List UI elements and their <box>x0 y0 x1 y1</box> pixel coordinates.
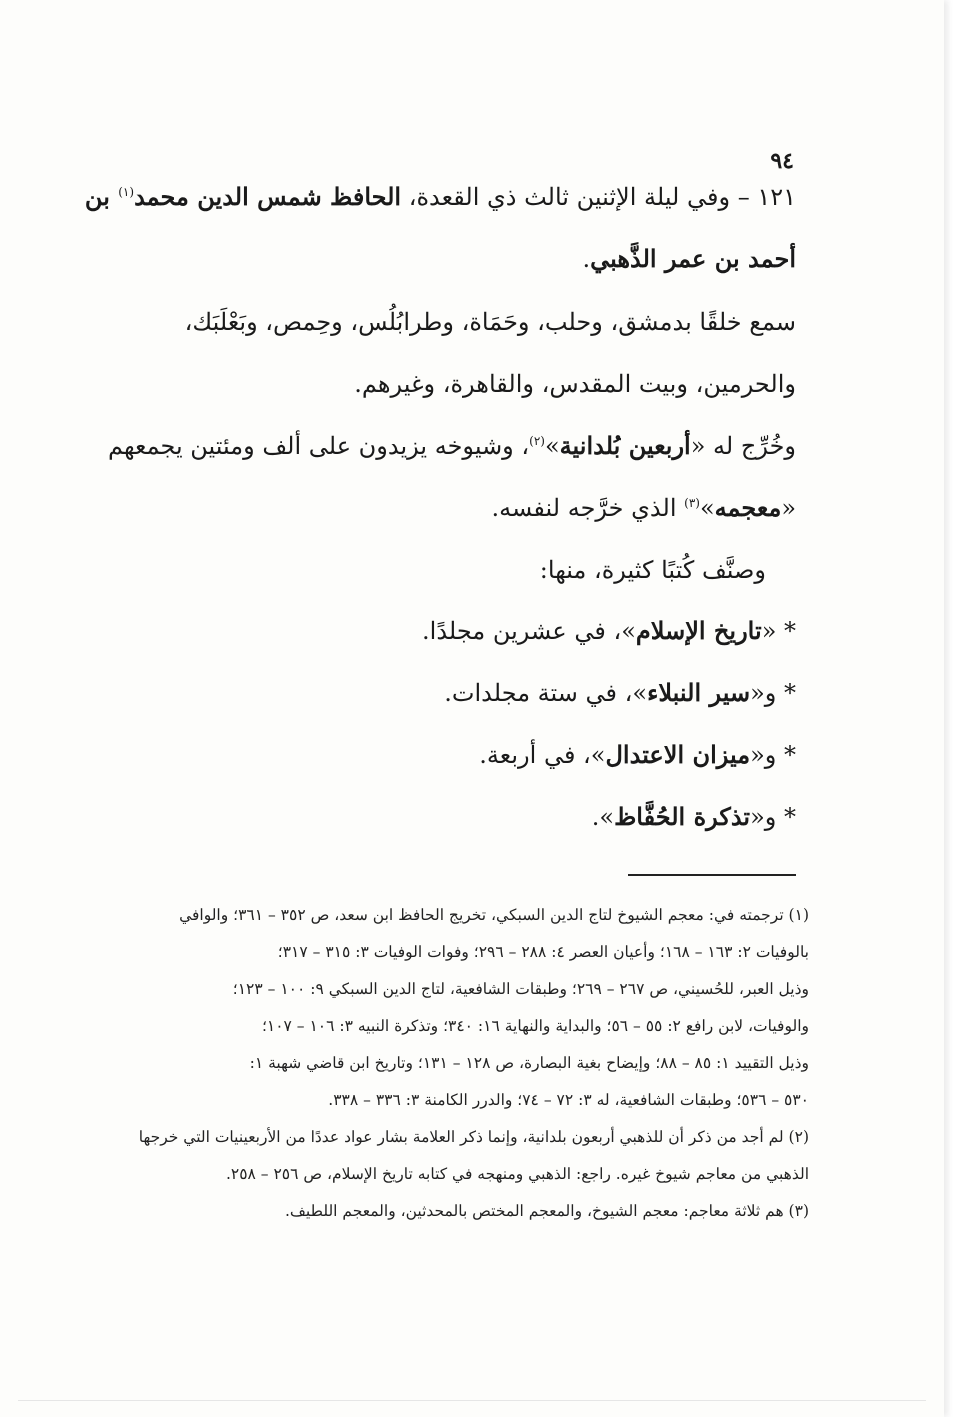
page-edge-line <box>18 1400 926 1401</box>
body-text: « <box>781 494 796 522</box>
book-description: »، في ستة مجلدات. <box>444 679 648 707</box>
body-line-5 <box>108 432 796 461</box>
body-line-6 <box>491 494 796 523</box>
entry-text-bold: بن <box>84 182 119 211</box>
book-description: »، في عشرين مجلدًا. <box>422 617 636 645</box>
body-line-7: وصنَّف كُتبًا كثيرة، منها: <box>539 556 766 584</box>
page-number: ٩٤ <box>770 148 794 174</box>
entry-text: ١٢١ – وفي ليلة الإثنين ثالث ذي القعدة، <box>401 183 796 211</box>
footnote-line: (١) ترجمته في: معجم الشيوخ لتاج الدين السبكي، تخريج الحافظ ابن سعد، ص ٣٥٢ – ٣٦١؛ والوافي <box>179 906 809 924</box>
scholar-name: الحافظ شمس الدين محمد <box>134 182 402 211</box>
footnote-ref-1: (١) <box>118 185 135 199</box>
book-list-item <box>592 803 796 832</box>
footnote-line: (٢) لم أجد من ذكر أن للذهبي أربعون بلدانية، وإنما ذكر العلامة بشار عواد عددًا من الأربعينيات التي خرجها <box>138 1128 809 1146</box>
body-text: وخُرِّج له « <box>690 432 796 460</box>
book-list-item <box>479 741 796 770</box>
body-line-4: والحرمين، وبيت المقدس، والقاهرة، وغيرهم. <box>354 370 796 398</box>
body-text: » <box>544 432 560 460</box>
footnote-ref-3: (٣) <box>684 496 700 510</box>
bullet: * « <box>761 617 796 645</box>
book-list-item <box>444 679 796 708</box>
book-title: تذكرة الحُفَّاظ <box>614 802 751 831</box>
book-description: ». <box>591 803 615 831</box>
book-title: تاريخ الإسلام <box>635 616 762 645</box>
bullet: * و« <box>750 803 796 831</box>
book-title: ميزان الاعتدال <box>605 740 751 769</box>
body-line-3: سمع خلقًا بدمشق، وحلب، وحَمَاة، وطرابُلُس، وحِمص، وبَعْلَبَك، <box>184 308 796 336</box>
footnote-line: بالوفيات ٢: ١٦٣ – ١٦٨؛ وأعيان العصر ٤: ٢٨٨ – ٢٩٦؛ وفوات الوفيات ٣: ٣١٥ – ٣١٧؛ <box>277 943 809 961</box>
body-text: » <box>699 494 715 522</box>
book-title-mujam: معجمه <box>714 493 782 522</box>
footnote-line: الذهبي من معاجم شيوخ غيره. راجع: الذهبي ومنهجه في كتابه تاريخ الإسلام، ص ٢٥٦ – ٢٥٨. <box>225 1165 809 1183</box>
book-title: سير النبلاء <box>647 678 751 707</box>
bullet: * و« <box>750 679 796 707</box>
entry-line-1 <box>85 183 796 212</box>
footnote-separator <box>628 874 796 876</box>
footnote-line: والوفيات، لابن رافع ٢: ٥٥ – ٥٦؛ والبداية والنهاية ١٦: ٣٤٠؛ وتذكرة النبيه ٣: ١٠٦ – ١٠٧؛ <box>261 1017 809 1035</box>
book-title-arbain: أربعين بُلدانية <box>559 431 691 460</box>
body-text: ، وشيوخه يزيدون على ألف ومئتين يجمعهم <box>107 432 530 460</box>
bullet: * و« <box>750 741 796 769</box>
entry-line-2 <box>582 245 796 274</box>
book-list-item <box>422 617 796 646</box>
footnote-line: وذيل العبر، للحُسيني، ص ٢٦٧ – ٢٦٩؛ وطبقات الشافعية، لتاج الدين السبكي ٩: ١٠٠ – ١٢٣؛ <box>232 980 809 998</box>
body-text: الذي خرَّجه لنفسه. <box>491 494 685 522</box>
footnote-line: ٥٣٠ – ٥٣٦؛ وطبقات الشافعية، له ٣: ٧٢ – ٧٤؛ والدرر الكامنة ٣: ٣٣٦ – ٣٣٨. <box>328 1091 809 1109</box>
book-description: »، في أربعة. <box>479 741 606 769</box>
entry-period: . <box>582 245 591 273</box>
footnote-line: (٣) هم ثلاثة معاجم: معجم الشيوخ، والمعجم المختص بالمحدثين، والمعجم اللطيف. <box>284 1202 809 1220</box>
footnote-ref-2: (٢) <box>529 434 545 448</box>
scholar-lineage: أحمد بن عمر الذَّهبي <box>590 244 796 273</box>
footnote-line: وذيل التقييد ١: ٨٥ – ٨٨؛ وإيضاح بغية البصارة، ص ١٢٨ – ١٣١؛ وتاريخ ابن قاضي شهبة ١: <box>249 1054 809 1072</box>
